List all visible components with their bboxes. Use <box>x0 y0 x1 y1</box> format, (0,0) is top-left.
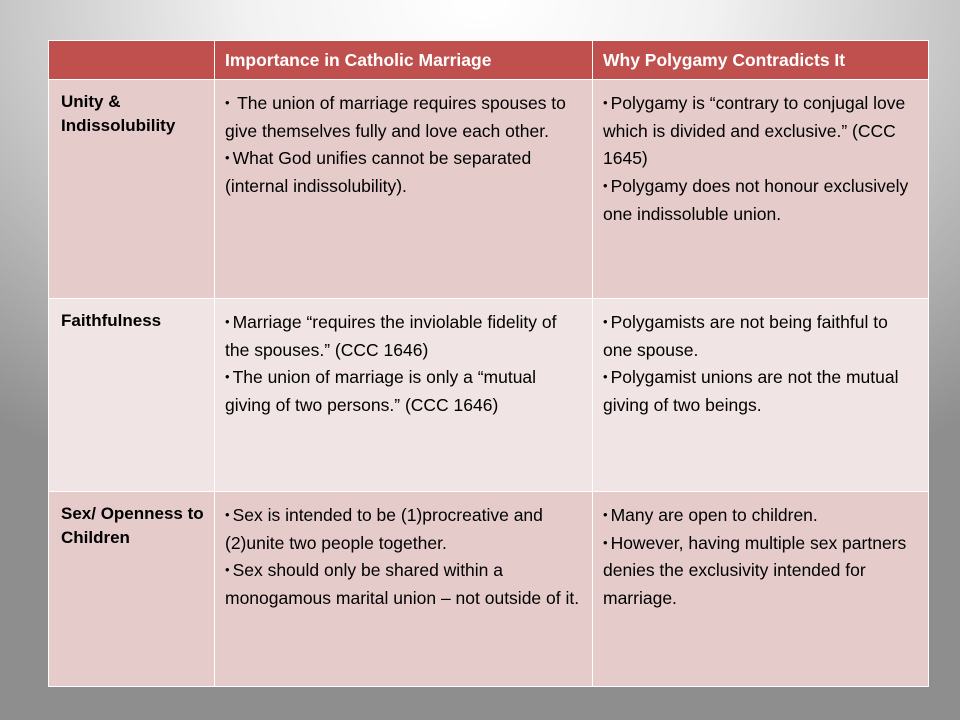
bullet-item: • Sex is intended to be (1)procreative and (2)unite two people together. <box>225 505 543 553</box>
table-row-faithfulness <box>49 299 929 492</box>
bullet-icon: • <box>225 95 230 110</box>
importance-cell <box>215 492 593 687</box>
bullet-item: • Many are open to children. <box>603 505 818 525</box>
bullet-item: • Marriage “requires the inviolable fidelity of the spouses.” (CCC 1646) <box>225 312 557 360</box>
bullet-icon: • <box>603 369 608 385</box>
header-contradiction: Why Polygamy Contradicts It <box>593 41 929 80</box>
bullet-item: • What God unifies cannot be separated (internal indissolubility). <box>225 148 532 196</box>
bullet-item: • Polygamists are not being faithful to one spouse. <box>603 312 888 360</box>
contradiction-cell <box>593 299 929 492</box>
bullet-item: • Polygamist unions are not the mutual giving of two beings. <box>603 367 899 415</box>
bullet-icon: • <box>603 507 608 522</box>
bullet-item: • However, having multiple sex partners denies the exclusivity intended for marriage. <box>603 532 907 608</box>
importance-cell <box>215 299 593 492</box>
row-label: Faithfulness <box>49 299 215 492</box>
header-empty-cell <box>49 41 215 80</box>
comparison-table <box>48 40 929 687</box>
bullet-item: • The union of marriage requires spouses to give themselves fully and love each other. <box>225 93 566 141</box>
bullet-icon: • <box>603 177 608 193</box>
header-row <box>49 41 929 80</box>
bullet-item: • The union of marriage is only a “mutual giving of two persons.” (CCC 1646) <box>225 367 537 415</box>
contradiction-cell <box>593 80 929 299</box>
bullet-icon: • <box>603 314 608 329</box>
bullet-icon: • <box>225 562 230 578</box>
row-label: Unity & Indissolubility <box>49 80 215 299</box>
bullet-icon: • <box>225 369 230 385</box>
row-label: Sex/ Openness to Children <box>49 492 215 687</box>
bullet-icon: • <box>603 95 608 110</box>
bullet-icon: • <box>225 314 230 329</box>
bullet-icon: • <box>603 534 608 550</box>
contradiction-cell <box>593 492 929 687</box>
header-importance: Importance in Catholic Marriage <box>215 41 593 80</box>
table-row-unity <box>49 80 929 299</box>
comparison-table-container <box>48 40 928 656</box>
bullet-item: • Sex should only be shared within a monogamous marital union – not outside of it. <box>225 560 580 608</box>
importance-cell <box>215 80 593 299</box>
table-row-sex-openness <box>49 492 929 687</box>
bullet-item: • Polygamy is “contrary to conjugal love which is divided and exclusive.” (CCC 1645) <box>603 93 906 169</box>
bullet-item: • Polygamy does not honour exclusively one indissoluble union. <box>603 175 909 224</box>
bullet-icon: • <box>225 507 230 522</box>
bullet-icon: • <box>225 150 230 166</box>
